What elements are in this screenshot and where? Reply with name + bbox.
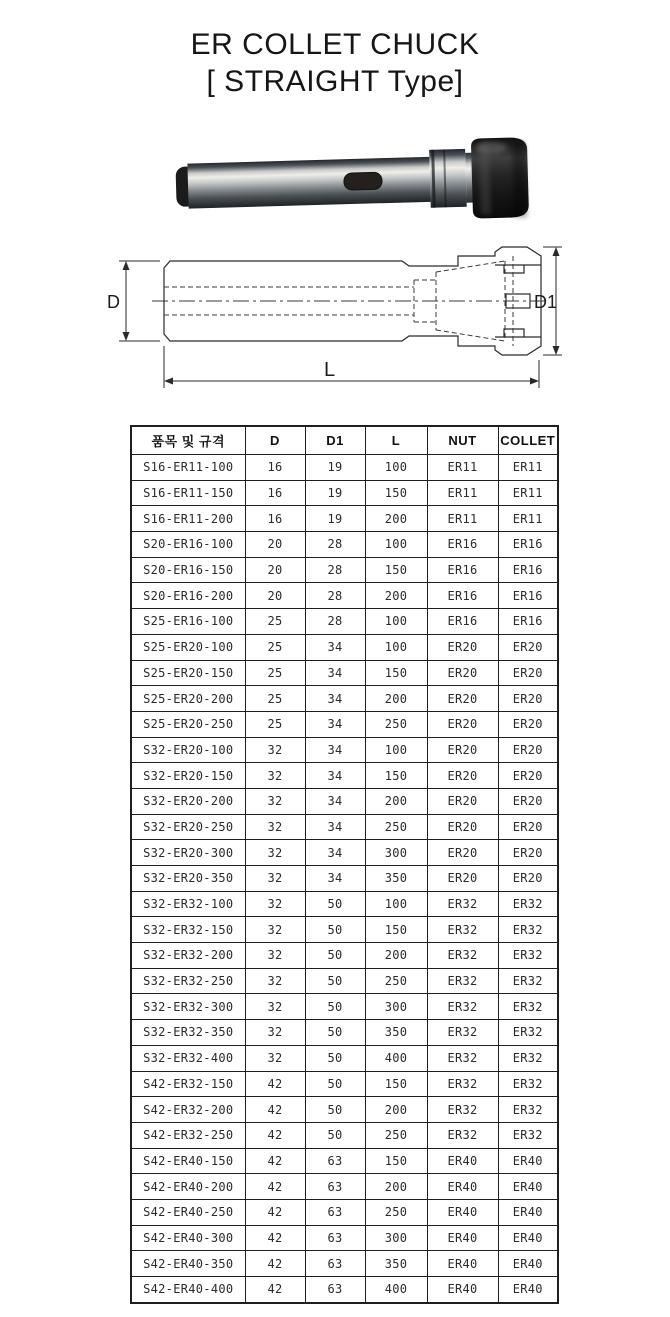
table-row <box>131 968 558 994</box>
cell-collet: ER32 <box>498 943 558 969</box>
cell-d: 32 <box>245 866 305 892</box>
cell-l: 200 <box>365 1174 427 1200</box>
table-row <box>131 994 558 1020</box>
cell-collet: ER20 <box>498 686 558 712</box>
cell-nut: ER20 <box>427 814 498 840</box>
cell-item: S25-ER20-250 <box>131 711 245 737</box>
arrow-right-icon <box>530 378 539 385</box>
table-row <box>131 763 558 789</box>
cell-d: 16 <box>245 455 305 481</box>
spec-table-header <box>131 426 558 455</box>
header-row <box>131 426 558 455</box>
cell-nut: ER40 <box>427 1251 498 1277</box>
cell-nut: ER32 <box>427 968 498 994</box>
cell-l: 150 <box>365 1071 427 1097</box>
table-row <box>131 917 558 943</box>
table-row <box>131 1251 558 1277</box>
cell-item: S32-ER32-250 <box>131 968 245 994</box>
cell-d: 25 <box>245 711 305 737</box>
dimension-drawing <box>106 224 568 402</box>
arrow-left-icon <box>164 378 173 385</box>
cell-item: S25-ER20-200 <box>131 686 245 712</box>
cell-d1: 19 <box>305 455 365 481</box>
cell-l: 350 <box>365 1251 427 1277</box>
cell-d1: 50 <box>305 994 365 1020</box>
cell-nut: ER20 <box>427 763 498 789</box>
cell-collet: ER20 <box>498 634 558 660</box>
cell-collet: ER11 <box>498 480 558 506</box>
cell-d1: 28 <box>305 609 365 635</box>
cell-l: 300 <box>365 1225 427 1251</box>
cell-collet: ER20 <box>498 866 558 892</box>
cell-collet: ER40 <box>498 1174 558 1200</box>
dim-label-d1: D1 <box>534 292 558 312</box>
cell-collet: ER16 <box>498 583 558 609</box>
cell-d: 20 <box>245 532 305 558</box>
cell-d: 20 <box>245 583 305 609</box>
cell-l: 150 <box>365 557 427 583</box>
col-header-d: D <box>245 426 305 455</box>
cell-d: 20 <box>245 557 305 583</box>
cell-item: S42-ER40-400 <box>131 1277 245 1303</box>
cell-d: 16 <box>245 506 305 532</box>
cell-d: 42 <box>245 1199 305 1225</box>
dimension-d1 <box>534 247 562 355</box>
cell-l: 100 <box>365 891 427 917</box>
table-row <box>131 506 558 532</box>
cell-nut: ER11 <box>427 455 498 481</box>
cell-d1: 34 <box>305 711 365 737</box>
cell-item: S25-ER20-100 <box>131 634 245 660</box>
cell-item: S32-ER32-150 <box>131 917 245 943</box>
dim-label-l: L <box>324 359 336 381</box>
table-row <box>131 1020 558 1046</box>
cell-collet: ER40 <box>498 1148 558 1174</box>
table-row <box>131 634 558 660</box>
cell-l: 250 <box>365 1122 427 1148</box>
cell-l: 200 <box>365 943 427 969</box>
table-row <box>131 1071 558 1097</box>
cell-nut: ER40 <box>427 1174 498 1200</box>
cell-l: 200 <box>365 686 427 712</box>
cell-d: 25 <box>245 609 305 635</box>
cell-nut: ER40 <box>427 1199 498 1225</box>
cell-collet: ER16 <box>498 532 558 558</box>
table-row <box>131 840 558 866</box>
cell-nut: ER20 <box>427 737 498 763</box>
cell-nut: ER11 <box>427 506 498 532</box>
cell-item: S42-ER40-250 <box>131 1199 245 1225</box>
col-header-l: L <box>365 426 427 455</box>
cell-d: 42 <box>245 1148 305 1174</box>
col-header-collet: COLLET <box>498 426 558 455</box>
cell-l: 150 <box>365 660 427 686</box>
cell-d1: 28 <box>305 532 365 558</box>
cell-item: S25-ER16-100 <box>131 609 245 635</box>
cell-item: S16-ER11-100 <box>131 455 245 481</box>
cell-collet: ER20 <box>498 814 558 840</box>
cell-d: 42 <box>245 1071 305 1097</box>
cell-l: 400 <box>365 1277 427 1303</box>
table-row <box>131 1097 558 1123</box>
cell-l: 150 <box>365 763 427 789</box>
cell-d: 32 <box>245 763 305 789</box>
cell-d: 42 <box>245 1174 305 1200</box>
cell-l: 150 <box>365 1148 427 1174</box>
cell-nut: ER20 <box>427 866 498 892</box>
cell-d: 32 <box>245 814 305 840</box>
cell-d1: 50 <box>305 917 365 943</box>
cell-d1: 63 <box>305 1251 365 1277</box>
cell-collet: ER20 <box>498 840 558 866</box>
cell-nut: ER32 <box>427 1097 498 1123</box>
table-row <box>131 686 558 712</box>
cell-d1: 50 <box>305 943 365 969</box>
cell-l: 350 <box>365 1020 427 1046</box>
table-row <box>131 866 558 892</box>
table-row <box>131 660 558 686</box>
cell-item: S42-ER40-350 <box>131 1251 245 1277</box>
cell-nut: ER32 <box>427 1020 498 1046</box>
cell-d: 32 <box>245 891 305 917</box>
cell-d1: 50 <box>305 891 365 917</box>
cell-nut: ER40 <box>427 1148 498 1174</box>
cell-nut: ER32 <box>427 943 498 969</box>
cell-nut: ER32 <box>427 1045 498 1071</box>
shank-body <box>187 157 430 209</box>
cell-d: 32 <box>245 737 305 763</box>
cell-d1: 34 <box>305 763 365 789</box>
cell-d: 42 <box>245 1097 305 1123</box>
cell-d1: 50 <box>305 968 365 994</box>
dimension-l <box>164 346 539 388</box>
cell-l: 100 <box>365 634 427 660</box>
table-row <box>131 480 558 506</box>
cell-l: 250 <box>365 1199 427 1225</box>
cell-d1: 63 <box>305 1277 365 1303</box>
cell-nut: ER16 <box>427 532 498 558</box>
cell-item: S20-ER16-200 <box>131 583 245 609</box>
cell-d: 25 <box>245 686 305 712</box>
table-row <box>131 943 558 969</box>
cell-nut: ER40 <box>427 1277 498 1303</box>
cell-d1: 63 <box>305 1225 365 1251</box>
technical-drawing <box>106 224 568 402</box>
cell-d1: 34 <box>305 686 365 712</box>
cell-item: S32-ER20-350 <box>131 866 245 892</box>
cell-d: 25 <box>245 634 305 660</box>
table-row <box>131 532 558 558</box>
cell-item: S32-ER20-200 <box>131 788 245 814</box>
cell-item: S32-ER32-350 <box>131 1020 245 1046</box>
cell-nut: ER20 <box>427 686 498 712</box>
cell-d: 32 <box>245 1045 305 1071</box>
cell-collet: ER40 <box>498 1277 558 1303</box>
cell-l: 200 <box>365 788 427 814</box>
page-title-line2: [ STRAIGHT Type] <box>206 65 464 98</box>
table-row <box>131 1045 558 1071</box>
cell-l: 150 <box>365 917 427 943</box>
cell-d: 42 <box>245 1122 305 1148</box>
col-header-nut: NUT <box>427 426 498 455</box>
table-row <box>131 1174 558 1200</box>
nut-shadow <box>512 141 527 217</box>
col-header-item: 품목 및 규격 <box>131 426 245 455</box>
table-row <box>131 1148 558 1174</box>
cell-collet: ER32 <box>498 1097 558 1123</box>
cell-d: 32 <box>245 994 305 1020</box>
arrow-down-icon <box>553 346 560 355</box>
cell-l: 200 <box>365 1097 427 1123</box>
table-row <box>131 583 558 609</box>
cell-collet: ER32 <box>498 1071 558 1097</box>
cell-d1: 34 <box>305 634 365 660</box>
cell-collet: ER32 <box>498 994 558 1020</box>
table-row <box>131 814 558 840</box>
table-row <box>131 1122 558 1148</box>
table-row <box>131 891 558 917</box>
cell-d1: 34 <box>305 814 365 840</box>
cell-collet: ER16 <box>498 609 558 635</box>
cell-d: 25 <box>245 660 305 686</box>
cell-item: S32-ER32-300 <box>131 994 245 1020</box>
cell-d: 32 <box>245 943 305 969</box>
cell-item: S42-ER32-200 <box>131 1097 245 1123</box>
cell-d1: 63 <box>305 1148 365 1174</box>
cell-item: S16-ER11-150 <box>131 480 245 506</box>
cell-item: S32-ER20-250 <box>131 814 245 840</box>
cell-l: 250 <box>365 814 427 840</box>
cell-nut: ER16 <box>427 609 498 635</box>
table-row <box>131 1225 558 1251</box>
cell-item: S32-ER32-100 <box>131 891 245 917</box>
cell-collet: ER20 <box>498 660 558 686</box>
cell-d1: 28 <box>305 583 365 609</box>
page-title <box>0 26 670 100</box>
cell-collet: ER40 <box>498 1199 558 1225</box>
spec-table <box>130 425 559 1304</box>
cell-item: S42-ER40-150 <box>131 1148 245 1174</box>
cell-l: 400 <box>365 1045 427 1071</box>
cell-item: S20-ER16-100 <box>131 532 245 558</box>
cell-l: 100 <box>365 737 427 763</box>
product-photo <box>172 126 532 238</box>
col-header-d1: D1 <box>305 426 365 455</box>
dim-label-d: D <box>107 292 120 312</box>
cell-d: 32 <box>245 840 305 866</box>
cell-nut: ER32 <box>427 994 498 1020</box>
cell-nut: ER11 <box>427 480 498 506</box>
cell-d1: 34 <box>305 866 365 892</box>
cell-l: 100 <box>365 532 427 558</box>
cell-nut: ER16 <box>427 583 498 609</box>
cell-d1: 63 <box>305 1199 365 1225</box>
cell-nut: ER40 <box>427 1225 498 1251</box>
cell-l: 300 <box>365 840 427 866</box>
table-row <box>131 788 558 814</box>
cell-collet: ER40 <box>498 1225 558 1251</box>
cell-l: 300 <box>365 994 427 1020</box>
cell-l: 200 <box>365 506 427 532</box>
cell-l: 350 <box>365 866 427 892</box>
cell-d: 32 <box>245 788 305 814</box>
cell-l: 100 <box>365 609 427 635</box>
arrow-down-icon <box>123 332 130 341</box>
cell-nut: ER20 <box>427 634 498 660</box>
cell-nut: ER32 <box>427 891 498 917</box>
cell-d1: 19 <box>305 480 365 506</box>
cell-d1: 34 <box>305 737 365 763</box>
cell-collet: ER20 <box>498 788 558 814</box>
cell-item: S32-ER20-100 <box>131 737 245 763</box>
cell-d1: 50 <box>305 1122 365 1148</box>
cell-d: 16 <box>245 480 305 506</box>
cell-d1: 34 <box>305 660 365 686</box>
cell-item: S32-ER32-400 <box>131 1045 245 1071</box>
cell-collet: ER20 <box>498 737 558 763</box>
cell-collet: ER20 <box>498 711 558 737</box>
cell-collet: ER11 <box>498 506 558 532</box>
cell-nut: ER16 <box>427 557 498 583</box>
cell-d1: 34 <box>305 840 365 866</box>
cell-d: 32 <box>245 1020 305 1046</box>
cell-nut: ER32 <box>427 1071 498 1097</box>
cell-item: S42-ER40-300 <box>131 1225 245 1251</box>
table-row <box>131 1277 558 1303</box>
cell-nut: ER20 <box>427 711 498 737</box>
cell-collet: ER20 <box>498 763 558 789</box>
cell-d: 42 <box>245 1251 305 1277</box>
cell-collet: ER32 <box>498 1122 558 1148</box>
cell-item: S42-ER32-250 <box>131 1122 245 1148</box>
cell-l: 100 <box>365 455 427 481</box>
cell-item: S25-ER20-150 <box>131 660 245 686</box>
table-row <box>131 1199 558 1225</box>
cell-d: 42 <box>245 1277 305 1303</box>
table-row <box>131 711 558 737</box>
cell-d1: 50 <box>305 1097 365 1123</box>
cell-item: S16-ER11-200 <box>131 506 245 532</box>
cell-collet: ER32 <box>498 891 558 917</box>
cell-d1: 63 <box>305 1174 365 1200</box>
cell-d: 32 <box>245 917 305 943</box>
cell-nut: ER32 <box>427 1122 498 1148</box>
cell-l: 200 <box>365 583 427 609</box>
cell-collet: ER16 <box>498 557 558 583</box>
cell-d1: 50 <box>305 1071 365 1097</box>
cell-d1: 28 <box>305 557 365 583</box>
cell-collet: ER32 <box>498 1020 558 1046</box>
table-row <box>131 557 558 583</box>
cell-nut: ER32 <box>427 917 498 943</box>
cell-item: S32-ER20-150 <box>131 763 245 789</box>
spec-table-body <box>131 455 558 1303</box>
cell-d: 42 <box>245 1225 305 1251</box>
arrow-up-icon <box>123 261 130 270</box>
table-row <box>131 609 558 635</box>
arrow-up-icon <box>553 247 560 256</box>
table-row <box>131 455 558 481</box>
cell-d1: 50 <box>305 1045 365 1071</box>
cell-item: S32-ER32-200 <box>131 943 245 969</box>
cell-d: 32 <box>245 968 305 994</box>
cell-item: S42-ER40-200 <box>131 1174 245 1200</box>
cell-nut: ER20 <box>427 660 498 686</box>
cell-item: S20-ER16-150 <box>131 557 245 583</box>
cell-nut: ER20 <box>427 840 498 866</box>
cell-d1: 19 <box>305 506 365 532</box>
cell-nut: ER20 <box>427 788 498 814</box>
cell-d1: 34 <box>305 788 365 814</box>
cell-collet: ER11 <box>498 455 558 481</box>
page-title-line1: ER COLLET CHUCK <box>190 28 480 61</box>
keyway-slot <box>344 172 382 190</box>
cell-collet: ER32 <box>498 917 558 943</box>
cell-l: 150 <box>365 480 427 506</box>
cell-collet: ER32 <box>498 968 558 994</box>
cell-d1: 50 <box>305 1020 365 1046</box>
cell-item: S32-ER20-300 <box>131 840 245 866</box>
cell-l: 250 <box>365 711 427 737</box>
cell-l: 250 <box>365 968 427 994</box>
table-row <box>131 737 558 763</box>
cell-collet: ER40 <box>498 1251 558 1277</box>
collet-chuck-photo-image <box>172 126 532 238</box>
cell-item: S42-ER32-150 <box>131 1071 245 1097</box>
cell-collet: ER32 <box>498 1045 558 1071</box>
